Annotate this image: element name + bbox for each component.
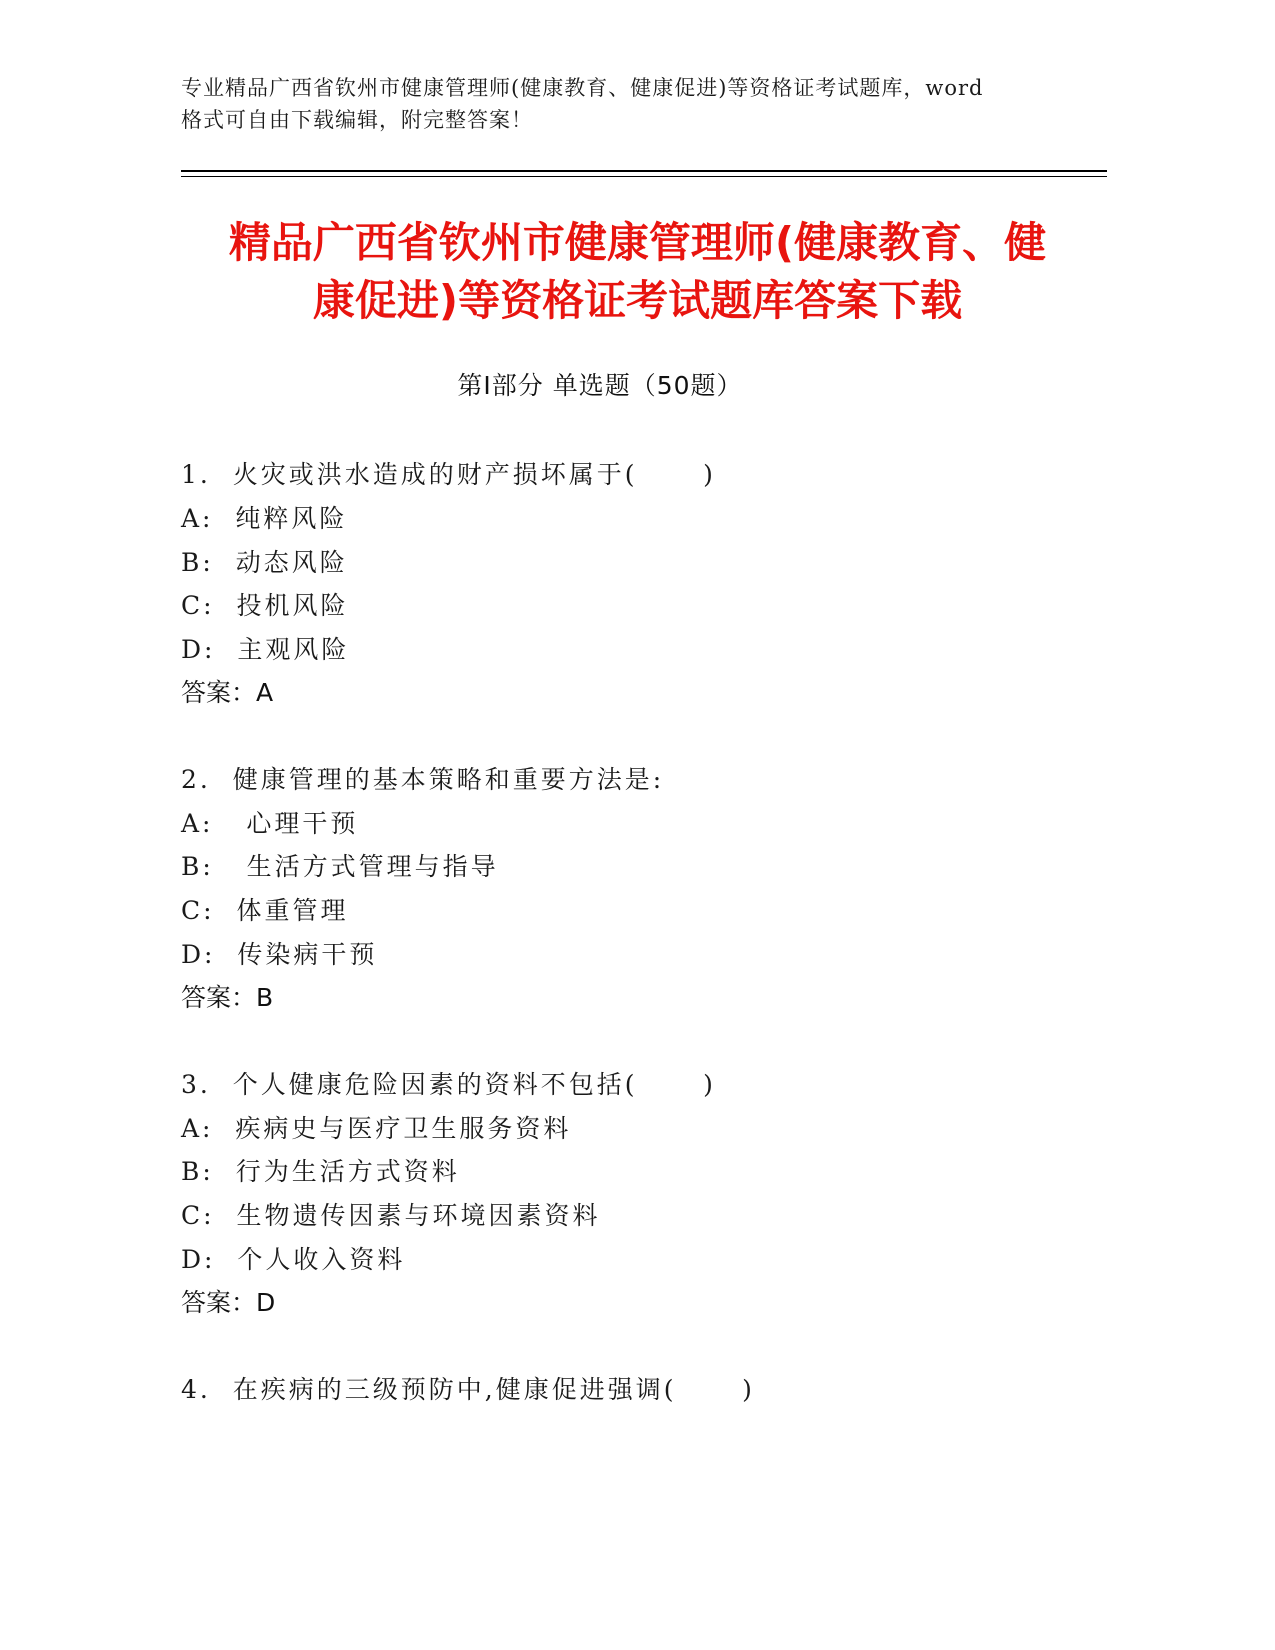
question-1-option-a: A: 纯粹风险 bbox=[181, 504, 348, 533]
section-heading: 第Ⅰ部分 单选题（50题） bbox=[457, 371, 743, 400]
question-2-option-b: B: 生活方式管理与指导 bbox=[181, 852, 499, 881]
question-3-option-a: A: 疾病史与医疗卫生服务资料 bbox=[181, 1114, 572, 1143]
question-2-option-d: D: 传染病干预 bbox=[181, 940, 378, 969]
question-1-option-b: B: 动态风险 bbox=[181, 548, 348, 577]
question-4-stem: 4. 在疾病的三级预防中,健康促进强调( ) bbox=[181, 1375, 755, 1404]
document-title-line-2: 康促进)等资格证考试题库答案下载 bbox=[312, 276, 963, 325]
header-note-line-2: 格式可自由下载编辑，附完整答案！ bbox=[181, 108, 533, 132]
document-title bbox=[150, 214, 1125, 330]
question-2-stem: 2. 健康管理的基本策略和重要方法是: bbox=[181, 765, 665, 794]
question-2-option-a: A: 心理干预 bbox=[181, 809, 359, 838]
question-3-answer: 答案：D bbox=[181, 1288, 276, 1317]
question-1-option-d: D: 主观风险 bbox=[181, 635, 350, 664]
question-3-stem: 3. 个人健康危险因素的资料不包括( ) bbox=[181, 1070, 716, 1099]
header-rule-thin bbox=[181, 176, 1107, 177]
question-3-option-b: B: 行为生活方式资料 bbox=[181, 1157, 460, 1186]
question-1-option-c: C: 投机风险 bbox=[181, 591, 349, 620]
question-3-option-d: D: 个人收入资料 bbox=[181, 1245, 406, 1274]
header-note-line-1: 专业精品广西省钦州市健康管理师(健康教育、健康促进)等资格证考试题库，word bbox=[181, 76, 984, 100]
question-1-answer: 答案：A bbox=[181, 678, 274, 707]
question-2-answer: 答案：B bbox=[181, 983, 274, 1012]
document-title-line-1: 精品广西省钦州市健康管理师(健康教育、健 bbox=[228, 218, 1047, 267]
question-1-stem: 1. 火灾或洪水造成的财产损坏属于( ) bbox=[181, 460, 716, 489]
question-3-option-c: C: 生物遗传因素与环境因素资料 bbox=[181, 1201, 601, 1230]
question-2-option-c: C: 体重管理 bbox=[181, 896, 349, 925]
header-rule-thick bbox=[181, 170, 1107, 172]
header-note bbox=[181, 72, 1061, 136]
